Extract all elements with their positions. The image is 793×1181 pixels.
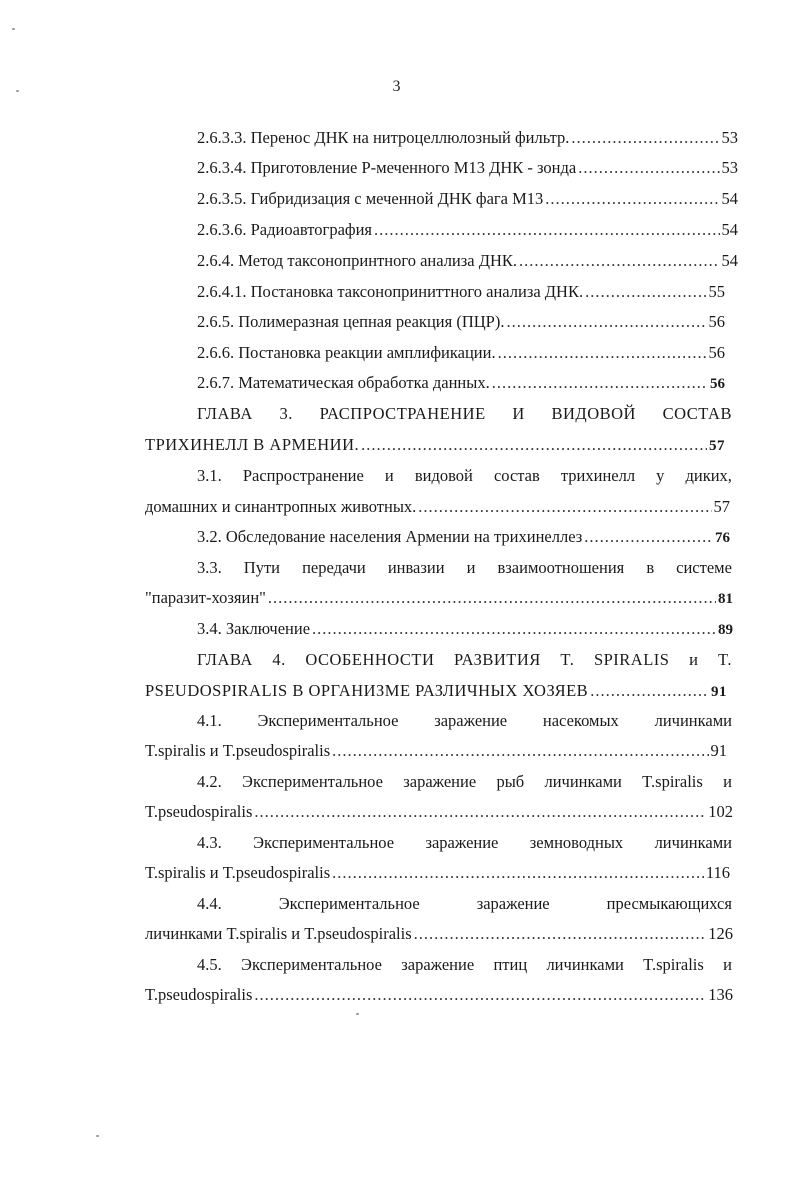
toc-entry-2-6-3-3: [197, 128, 738, 148]
leader-dots: [418, 497, 711, 517]
toc-entry-page: 56: [708, 343, 725, 362]
leader-dots: [332, 863, 704, 883]
leader-dots: [374, 220, 720, 240]
scan-speck: [356, 1013, 359, 1015]
page-number: 3: [392, 78, 401, 95]
toc-entry-page: 54: [721, 220, 738, 239]
leader-dots: [578, 158, 719, 178]
toc-entry-4-2-line2: T.pseudospiralis ..... 102: [145, 802, 733, 822]
toc-entry-page: 55: [708, 282, 725, 301]
toc-entry-2-6-4: [197, 251, 738, 271]
toc-entry-2-6-3-6: [197, 220, 738, 240]
toc-entry-2-6-5: [197, 312, 725, 332]
chapter-3-heading-line2: ТРИХИНЕЛЛ В АРМЕНИИ. ..... 57: [145, 435, 725, 456]
scan-speck: [96, 1135, 99, 1137]
toc-entry-page: 56: [710, 376, 725, 392]
leader-dots: [361, 435, 707, 455]
toc-entry-4-3-line1: 4.3. Экспериментальное заражение земноводных личинками: [197, 833, 732, 852]
toc-entry-2-6-3-5: [197, 189, 738, 209]
toc-entry-label: 2.6.3.6. Радиоавтография: [197, 220, 372, 239]
toc-entry-3-3-line2: "паразит-хозяин" ..... 81: [145, 588, 733, 609]
leader-dots: [545, 189, 719, 209]
scan-speck: [16, 90, 19, 92]
leader-dots: [498, 343, 707, 363]
toc-entry-4-5-line1: 4.5. Экспериментальное заражение птиц личинками T.spiralis и: [197, 955, 732, 974]
leader-dots: [332, 741, 708, 761]
toc-entry-3-1-line2: домашних и синантропных животных. ..... 57: [145, 497, 730, 517]
toc-entry-label: 2.6.6. Постановка реакции амплификации.: [197, 343, 496, 362]
leader-dots: [254, 802, 706, 822]
toc-entry-label: 2.6.7. Математическая обработка данных.: [197, 373, 490, 392]
leader-dots: [492, 373, 708, 393]
toc-entry-4-4-line1: 4.4. Экспериментальное заражение пресмыкающихся: [197, 894, 732, 913]
toc-entry-label: 2.6.3.3. Перенос ДНК на нитроцеллюлозный фильтр.: [197, 128, 570, 147]
scan-speck: [12, 28, 15, 30]
toc-entry-4-2-line1: 4.2. Экспериментальное заражение рыб личинками T.spiralis и: [197, 772, 732, 791]
toc-entry-page: 53: [721, 128, 738, 147]
toc-entry-3-3-line1: 3.3. Пути передачи инвазии и взаимоотношения в системе: [197, 558, 732, 577]
toc-entry-label: 2.6.4. Метод таксонопринтного анализа ДНК.: [197, 251, 518, 270]
toc-entry-2-6-4-1: [197, 282, 725, 302]
toc-entry-2-6-3-4: [197, 158, 738, 178]
toc-entry-3-2: 3.2. Обследование населения Армении на трихинеллез ..... 76: [197, 527, 730, 548]
toc-entry-label: 2.6.3.5. Гибридизация с меченной ДНК фага М13: [197, 189, 544, 208]
chapter-4-heading-line1: ГЛАВА 4. ОСОБЕННОСТИ РАЗВИТИЯ T. SPIRALIS и T.: [197, 650, 732, 669]
toc-entry-page: 56: [708, 312, 725, 331]
leader-dots: [590, 681, 709, 701]
toc-entry-4-4-line2: личинками T.spiralis и T.pseudospiralis ..... 126: [145, 924, 733, 944]
toc-entry-page: 54: [721, 189, 738, 208]
toc-entry-3-1-line1: 3.1. Распространение и видовой состав трихинелл у диких,: [197, 466, 732, 485]
toc-entry-page: 54: [721, 251, 738, 270]
leader-dots: [254, 985, 706, 1005]
toc-entry-4-1-line1: 4.1. Экспериментальное заражение насекомых личинками: [197, 711, 732, 730]
toc-entry-label: 2.6.5. Полимеразная цепная реакция (ПЦР).: [197, 312, 505, 331]
toc-entry-label: 2.6.3.4. Приготовление Р-меченного М13 ДНК - зонда: [197, 158, 577, 177]
leader-dots: [585, 282, 706, 302]
leader-dots: [414, 924, 707, 944]
leader-dots: [268, 588, 716, 608]
leader-dots: [584, 527, 713, 547]
leader-dots: [312, 619, 716, 639]
chapter-4-heading-line2: PSEUDOSPIRALIS В ОРГАНИЗМЕ РАЗЛИЧНЫХ ХОЗЯЕВ ..... 91: [145, 681, 727, 702]
chapter-3-heading-line1: ГЛАВА 3. РАСПРОСТРАНЕНИЕ И ВИДОВОЙ СОСТАВ: [197, 404, 732, 423]
toc-entry-4-1-line2: T.spiralis и T.pseudospiralis ..... 91: [145, 741, 727, 761]
leader-dots: [571, 128, 719, 148]
toc-entry-3-4: 3.4. Заключение ..... 89: [197, 619, 733, 640]
leader-dots: [506, 312, 706, 332]
toc-entry-2-6-7: [197, 373, 725, 394]
toc-entry-2-6-6: [197, 343, 725, 363]
toc-entry-4-3-line2: T.spiralis и T.pseudospiralis ..... 116: [145, 863, 730, 883]
toc-entry-page: 53: [721, 158, 738, 177]
toc-entry-label: 2.6.4.1. Постановка таксоноприниттного анализа ДНК.: [197, 282, 584, 301]
leader-dots: [519, 251, 719, 271]
toc-entry-4-5-line2: T.pseudospiralis ..... 136: [145, 985, 733, 1005]
